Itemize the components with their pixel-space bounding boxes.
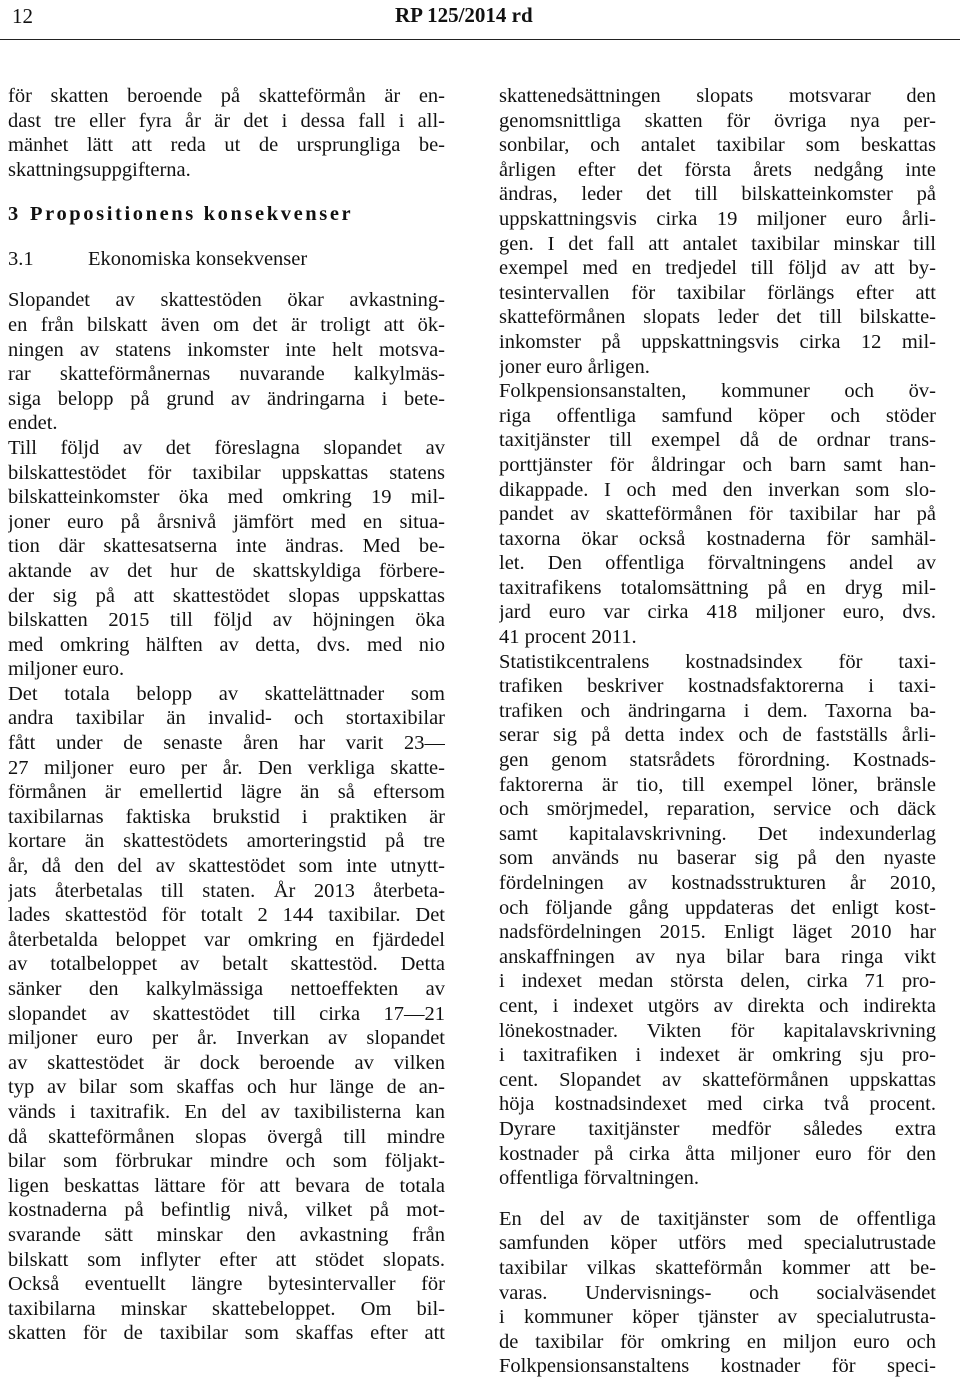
page-header <box>0 0 960 36</box>
text-line: och följande gång uppdateras det enligt kost- <box>499 896 936 919</box>
text-line: gen. I det fall att antalet taxibilar minskar till <box>499 232 936 255</box>
text-line: för skatten beroende på skatteförmån är en- <box>8 85 445 107</box>
text-line: jats återbetalas till staten. År 2013 återbeta- <box>8 879 445 902</box>
text-line: år, då den del av skattestödet som inte utnytt- <box>8 855 445 878</box>
text-line: ligen beskattas lättare för att bevara de totala <box>8 1174 445 1197</box>
paragraph <box>499 379 936 650</box>
text-line: sonbilar, och antalet taxibilar som beskattas <box>499 134 936 157</box>
text-line: som används nu baserar sig på den nyaste <box>499 847 936 870</box>
text-line: nadsfördelningen 2015. Enligt läget 2010 har <box>499 921 936 944</box>
text-line: varas. Undervisnings- och socialväsendet <box>499 1281 936 1304</box>
text-line: offentliga förvaltningen. <box>499 1167 700 1190</box>
text-line: lades skattestöd för totalt 2 144 taxibilar. Det <box>8 904 445 927</box>
text-line: de taxibilar för omkring en miljon euro och <box>499 1330 936 1353</box>
text-line: lönekostnader. Vikten för kapitalavskrivning <box>499 1019 936 1042</box>
text-line: pandet av skatteförmånen för taxibilar har på <box>499 503 936 526</box>
paragraph <box>499 650 936 1191</box>
text-line: Folkpensionsanstalten, kommuner och öv- <box>499 380 936 403</box>
text-line: av totalbeloppet av betalt skattestöd. Detta <box>8 953 445 976</box>
text-line: rar skatteförmånernas nuvarande kalkylmäs- <box>8 363 445 386</box>
text-line: ändras, leder det till bilskatteinkomster på <box>499 183 936 206</box>
text-line: siga belopp på grund av ändringarna i bete- <box>8 387 445 410</box>
text-line: skattningsuppgifterna. <box>8 158 191 181</box>
text-line: uppskattningsvis cirka 19 miljoner euro årli- <box>499 207 936 230</box>
text-line: let. Den offentliga förvaltningens andel av <box>499 552 936 575</box>
text-line: aktande av det hur de skattskyldiga förbere- <box>8 559 445 582</box>
intro-paragraph <box>8 84 445 182</box>
text-line: anskaffningen av nya bilar bara ringa vikt <box>499 945 936 968</box>
document-id: RP 125/2014 rd <box>395 3 533 27</box>
text-line: riga offentliga samfund köper och stöder <box>499 404 936 427</box>
text-line: En del av de taxitjänster som de offentliga <box>499 1207 936 1230</box>
text-line: taxitrafikens totalomsättning på en dryg mil- <box>499 576 936 599</box>
text-line: av skattestödet är dock beroende av vilken <box>8 1051 445 1074</box>
section-heading <box>8 198 445 230</box>
paragraph <box>499 1207 936 1379</box>
text-line: Statistikcentralens kostnadsindex för taxi- <box>499 650 936 673</box>
text-line: endet. <box>8 412 58 435</box>
text-line: taxibilarna minskar skattebeloppet. Om bil- <box>8 1297 445 1320</box>
text-line: inkomster på uppskattningsvis cirka 12 mil- <box>499 330 936 353</box>
text-line: dikappade. I och med den inverkan som slo- <box>499 478 936 501</box>
section-number: 3 <box>8 203 19 226</box>
text-line: taxibilar vilkas skatteförmån kommer att be- <box>499 1256 936 1279</box>
text-line: samt kapitalavskrivning. Det indexunderlag <box>499 822 936 845</box>
text-line: skattenedsättningen slopats motsvarar den <box>499 85 936 107</box>
text-line: typ av bilar som skaffas och hur länge de an- <box>8 1076 445 1099</box>
text-line: Också eventuellt längre bytesintervaller för <box>8 1273 445 1296</box>
text-line: Dyrare taxitjänster medför således extra <box>499 1117 936 1140</box>
text-line: Det totala belopp av skattelättnader som <box>8 682 445 705</box>
text-line: bilskatt som inflyter efter att stödet slopats. <box>8 1248 445 1271</box>
text-line: höja kostnadsindexet med cirka två procent. <box>499 1093 936 1116</box>
text-line: tion där skattesatserna inte ändras. Med be- <box>8 535 445 558</box>
section-title: Propositionens konsekvenser <box>30 203 354 226</box>
body-text <box>8 288 445 1346</box>
text-line: trafiken beskriver kostnadsfaktorerna i taxi- <box>499 675 936 698</box>
subsection-number: 3.1 <box>8 248 34 271</box>
text-line: andra taxibilar än invalid- och stortaxibilar <box>8 707 445 730</box>
right-column <box>499 84 936 1379</box>
text-line: der sig på att skattestödet slopas uppskattas <box>8 584 445 607</box>
text-line: gen genom statsrådets förordning. Kostnads- <box>499 749 936 772</box>
subsection-title: Ekonomiska konsekvenser <box>88 248 308 271</box>
text-line: kostnaderna på befintlig nivå, vilket på mot- <box>8 1199 445 1222</box>
text-line: 41 procent 2011. <box>499 626 637 649</box>
text-line: bilskattestödet för taxibilar uppskattas statens <box>8 461 445 484</box>
text-line: svarande sätt minskar den avkastning från <box>8 1223 445 1246</box>
text-line: tesintervallen för taxibilar förlängs efter att <box>499 281 936 304</box>
text-line: miljoner euro. <box>8 658 125 681</box>
text-line: fördelningen av kostnadsstrukturen år 2010, <box>499 872 936 894</box>
text-line: Slopandet av skattestöden ökar avkastning- <box>8 289 445 312</box>
text-line: fått under de senaste åren har varit 23— <box>8 732 445 755</box>
text-line: återbetalda beloppet var omkring en fjärdedel <box>8 928 445 951</box>
text-line: med omkring hälften av detta, dvs. med nio <box>8 633 445 656</box>
text-line: faktorerna är tio, till exempel löner, bränsle <box>499 773 936 796</box>
text-line: slopandet av skattestödet till cirka 17—21 <box>8 1002 445 1025</box>
text-line: taxitjänster till exempel då de ordnar trans- <box>499 429 936 452</box>
text-line: kortare än skattestödets amorteringstid på tre <box>8 830 445 853</box>
text-line: bilskatteinkomster öka med omkring 19 mil- <box>8 486 445 509</box>
text-line: joner euro på årsnivå jämfört med en situa- <box>8 510 445 533</box>
text-line: Till följd av det föreslagna slopandet av <box>8 436 445 459</box>
text-line: Folkpensionsanstaltens kostnader för speci- <box>499 1355 936 1378</box>
text-line: mänhet lätt att reda ut de ursprungliga be- <box>8 134 445 157</box>
text-line: joner euro årligen. <box>499 355 650 378</box>
text-line: kostnader på cirka åtta miljoner euro för den <box>499 1142 936 1165</box>
text-line: cent, i indexet utgörs av direkta och indirekta <box>499 994 936 1017</box>
text-line: ningen av statens inkomster inte helt motsva- <box>8 338 445 361</box>
paragraph <box>499 84 936 379</box>
text-line: trafiken och ändringarna i dem. Taxorna ba- <box>499 699 936 722</box>
text-line: förmånen är emellertid lägre än så eftersom <box>8 781 445 804</box>
page-number: 12 <box>12 4 33 28</box>
text-line: årligen efter det första årets nedgång inte <box>499 158 936 181</box>
text-line: dast tre eller fyra år är det i dessa fall i all- <box>8 109 445 132</box>
text-line: vänds i taxitrafik. En del av taxibilisterna kan <box>8 1100 445 1123</box>
text-line: porttjänster för åldringar och barn samt han- <box>499 453 936 476</box>
subsection-heading <box>8 244 445 274</box>
text-line: skatteförmånen slopats leder det till bilskatte- <box>499 306 936 329</box>
text-line: och smörjmedel, reparation, service och däck <box>499 798 936 821</box>
text-line: då skatteförmånen slopas övergå till mindre <box>8 1125 445 1148</box>
text-line: jard euro var cirka 418 miljoner euro, dvs. <box>499 601 936 624</box>
text-line: serar sig på detta index och de fastställs årli- <box>499 724 936 747</box>
text-line: miljoner euro per år. Inverkan av slopandet <box>8 1027 445 1050</box>
text-line: genomsnittliga skatten för övriga nya per- <box>499 109 936 132</box>
text-line: 27 miljoner euro per år. Den verkliga skatte- <box>8 756 445 779</box>
text-line: taxibilarnas faktiska brukstid i praktiken är <box>8 805 445 828</box>
text-line: samfunden köper utförs med specialutrustade <box>499 1232 936 1255</box>
text-line: en från bilskatt även om det är troligt att ök- <box>8 313 445 336</box>
header-rule <box>0 39 960 40</box>
text-line: exempel med en tredjedel till följd av att by- <box>499 257 936 280</box>
text-line: skatten för de taxibilar som skaffas efter att <box>8 1322 445 1345</box>
text-line: taxorna ökar också kostnaderna för samhäl- <box>499 527 936 550</box>
left-column <box>8 84 445 1346</box>
text-line: i taxitrafiken i indexet är omkring sju pro- <box>499 1044 936 1067</box>
text-line: sänker den kalkylmässiga nettoeffekten av <box>8 978 445 1000</box>
text-line: cent. Slopandet av skatteförmånen uppskattas <box>499 1068 936 1091</box>
text-line: bilar som förbrukar mindre och som följakt- <box>8 1150 445 1173</box>
text-line: bilskatten 2015 till följd av höjningen öka <box>8 609 445 632</box>
text-line: i kommuner köper tjänster av specialutrusta- <box>499 1306 936 1329</box>
text-line: i indexet medan största delen, cirka 71 pro- <box>499 970 936 993</box>
